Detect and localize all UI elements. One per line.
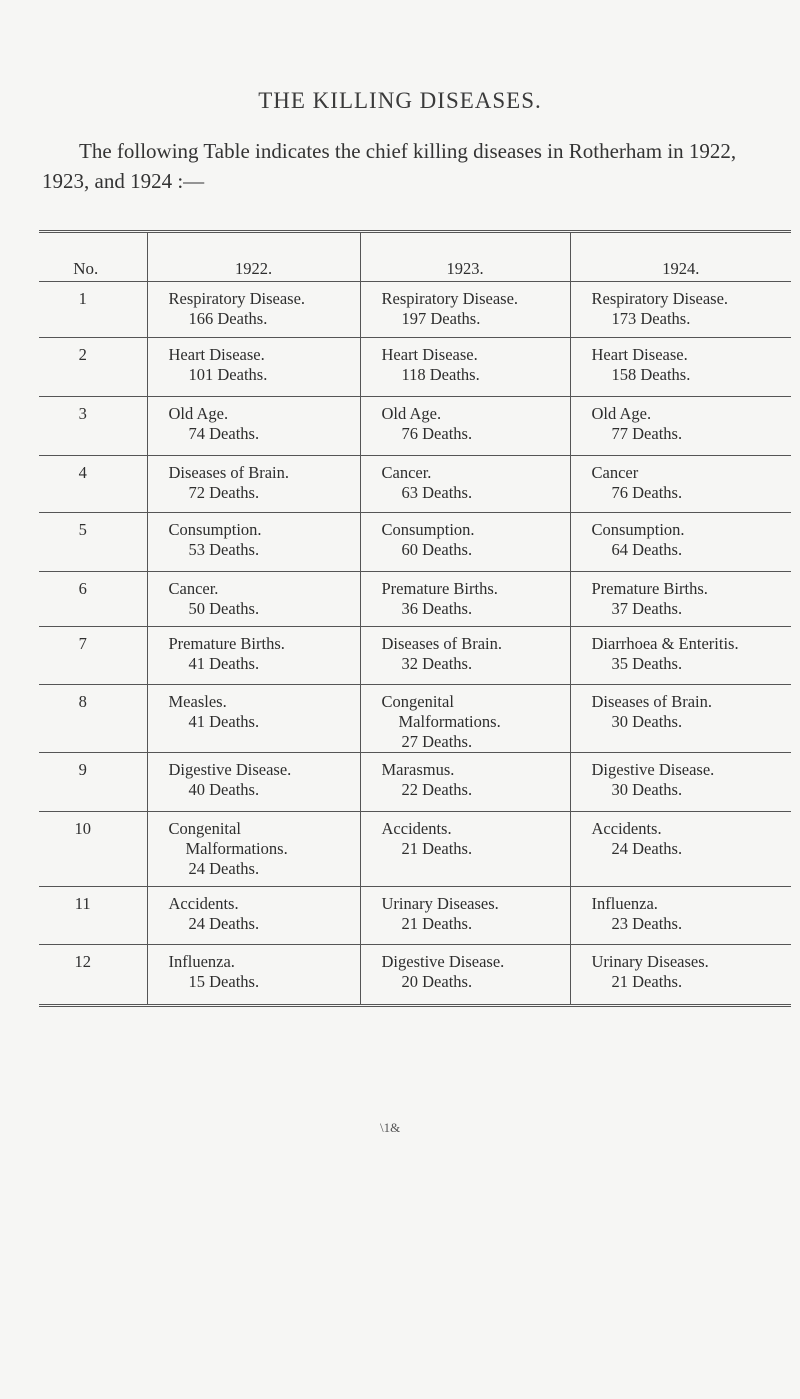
disease-cell	[147, 572, 360, 627]
disease-cell	[147, 753, 360, 812]
disease-name: Premature Births.	[381, 579, 498, 598]
disease-cell	[360, 812, 570, 887]
disease-name-cont: Malformations.	[185, 839, 288, 858]
death-count: 30 Deaths.	[611, 780, 683, 799]
disease-name: Respiratory Disease.	[591, 289, 729, 308]
row-number: 7	[39, 627, 147, 685]
disease-cell	[570, 753, 791, 812]
table-header-row	[39, 232, 791, 282]
death-count: 53 Deaths.	[188, 540, 260, 559]
death-count: 158 Deaths.	[611, 365, 691, 384]
row-number: 11	[39, 887, 147, 945]
disease-cell	[360, 753, 570, 812]
table-row	[39, 572, 791, 627]
disease-cell	[147, 456, 360, 513]
header-1923: 1923.	[360, 232, 570, 282]
death-count: 32 Deaths.	[401, 654, 473, 673]
table-row	[39, 685, 791, 753]
disease-name: Premature Births.	[168, 634, 285, 653]
row-number: 3	[39, 397, 147, 456]
disease-cell	[570, 282, 791, 338]
disease-cell	[360, 282, 570, 338]
row-number: 2	[39, 338, 147, 397]
page-mark: \1&	[380, 1120, 401, 1135]
row-number: 9	[39, 753, 147, 812]
disease-cell	[570, 945, 791, 1006]
disease-cell	[360, 572, 570, 627]
row-number: 10	[39, 812, 147, 887]
disease-cell	[147, 945, 360, 1006]
death-count: 30 Deaths.	[611, 712, 683, 731]
disease-name: Measles.	[168, 692, 227, 711]
killing-diseases-table	[39, 230, 791, 1007]
disease-cell	[360, 397, 570, 456]
disease-cell	[147, 513, 360, 572]
disease-name: Heart Disease.	[591, 345, 688, 364]
page-title: THE KILLING DISEASES.	[258, 88, 542, 113]
death-count: 41 Deaths.	[188, 712, 260, 731]
table-body	[39, 282, 791, 1006]
death-count: 76 Deaths.	[401, 424, 473, 443]
table-row	[39, 338, 791, 397]
death-count: 197 Deaths.	[401, 309, 481, 328]
disease-name: Old Age.	[168, 404, 229, 423]
disease-name: Congenital	[168, 819, 241, 838]
disease-name: Accidents.	[168, 894, 239, 913]
death-count: 101 Deaths.	[188, 365, 268, 384]
death-count: 22 Deaths.	[401, 780, 473, 799]
row-number: 1	[39, 282, 147, 338]
disease-cell	[570, 572, 791, 627]
row-number: 4	[39, 456, 147, 513]
disease-cell	[147, 338, 360, 397]
disease-cell	[360, 456, 570, 513]
disease-cell	[360, 685, 570, 753]
header-1924: 1924.	[570, 232, 791, 282]
disease-cell	[570, 627, 791, 685]
disease-cell	[147, 887, 360, 945]
disease-cell	[570, 887, 791, 945]
death-count: 63 Deaths.	[401, 483, 473, 502]
disease-cell	[147, 397, 360, 456]
table-row	[39, 812, 791, 887]
header-1922: 1922.	[147, 232, 360, 282]
death-count: 23 Deaths.	[611, 914, 683, 933]
death-count: 74 Deaths.	[188, 424, 260, 443]
death-count: 15 Deaths.	[188, 972, 260, 991]
death-count: 21 Deaths.	[401, 914, 473, 933]
death-count: 76 Deaths.	[611, 483, 683, 502]
table-row	[39, 945, 791, 1006]
death-count: 77 Deaths.	[611, 424, 683, 443]
table-row	[39, 456, 791, 513]
disease-name: Digestive Disease.	[168, 760, 292, 779]
disease-name: Old Age.	[591, 404, 652, 423]
row-number: 8	[39, 685, 147, 753]
death-count: 21 Deaths.	[401, 839, 473, 858]
disease-cell	[360, 945, 570, 1006]
death-count: 36 Deaths.	[401, 599, 473, 618]
death-count: 35 Deaths.	[611, 654, 683, 673]
disease-name: Congenital	[381, 692, 454, 711]
disease-name: Accidents.	[591, 819, 662, 838]
death-count: 118 Deaths.	[401, 365, 480, 384]
disease-name: Cancer.	[381, 463, 432, 482]
disease-name: Consumption.	[381, 520, 475, 539]
death-count: 64 Deaths.	[611, 540, 683, 559]
disease-name: Consumption.	[591, 520, 685, 539]
disease-name: Marasmus.	[381, 760, 455, 779]
disease-name: Respiratory Disease.	[381, 289, 519, 308]
disease-name: Cancer.	[168, 579, 219, 598]
disease-name: Consumption.	[168, 520, 262, 539]
death-count: 21 Deaths.	[611, 972, 683, 991]
disease-name: Digestive Disease.	[381, 952, 505, 971]
disease-cell	[570, 685, 791, 753]
death-count: 40 Deaths.	[188, 780, 260, 799]
disease-name: Urinary Diseases.	[381, 894, 499, 913]
death-count: 24 Deaths.	[188, 914, 260, 933]
death-count: 173 Deaths.	[611, 309, 691, 328]
table-row	[39, 753, 791, 812]
disease-name: Diarrhoea & Enteritis.	[591, 634, 739, 653]
disease-name-cont: Malformations.	[398, 712, 501, 731]
table-row	[39, 627, 791, 685]
intro-paragraph: The following Table indicates the chief killing diseases in Rotherham in 1922, 1923, and 1924 :—	[42, 139, 737, 193]
death-count: 41 Deaths.	[188, 654, 260, 673]
disease-name: Heart Disease.	[168, 345, 265, 364]
death-count: 72 Deaths.	[188, 483, 260, 502]
header-no: No.	[39, 232, 147, 282]
disease-name: Heart Disease.	[381, 345, 478, 364]
disease-name: Premature Births.	[591, 579, 708, 598]
disease-cell	[570, 513, 791, 572]
disease-name: Influenza.	[591, 894, 658, 913]
disease-name: Cancer	[591, 463, 639, 482]
death-count: 60 Deaths.	[401, 540, 473, 559]
death-count: 50 Deaths.	[188, 599, 260, 618]
disease-name: Old Age.	[381, 404, 442, 423]
row-number: 6	[39, 572, 147, 627]
row-number: 12	[39, 945, 147, 1006]
death-count: 24 Deaths.	[611, 839, 683, 858]
disease-cell	[147, 627, 360, 685]
table-row	[39, 887, 791, 945]
death-count: 20 Deaths.	[401, 972, 473, 991]
disease-cell	[570, 456, 791, 513]
disease-cell	[147, 685, 360, 753]
death-count: 37 Deaths.	[611, 599, 683, 618]
table-row	[39, 397, 791, 456]
disease-cell	[360, 887, 570, 945]
disease-cell	[570, 812, 791, 887]
table-row	[39, 513, 791, 572]
disease-name: Respiratory Disease.	[168, 289, 306, 308]
disease-cell	[570, 338, 791, 397]
death-count: 24 Deaths.	[188, 859, 260, 878]
disease-cell	[147, 812, 360, 887]
disease-name: Influenza.	[168, 952, 235, 971]
disease-cell	[147, 282, 360, 338]
disease-cell	[360, 338, 570, 397]
table-row	[39, 282, 791, 338]
death-count: 27 Deaths.	[401, 732, 473, 751]
disease-name: Urinary Diseases.	[591, 952, 709, 971]
row-number: 5	[39, 513, 147, 572]
death-count: 166 Deaths.	[188, 309, 268, 328]
disease-cell	[360, 513, 570, 572]
disease-cell	[360, 627, 570, 685]
disease-cell	[570, 397, 791, 456]
disease-name: Digestive Disease.	[591, 760, 715, 779]
disease-name: Diseases of Brain.	[381, 634, 503, 653]
disease-name: Accidents.	[381, 819, 452, 838]
disease-name: Diseases of Brain.	[591, 692, 713, 711]
disease-name: Diseases of Brain.	[168, 463, 290, 482]
